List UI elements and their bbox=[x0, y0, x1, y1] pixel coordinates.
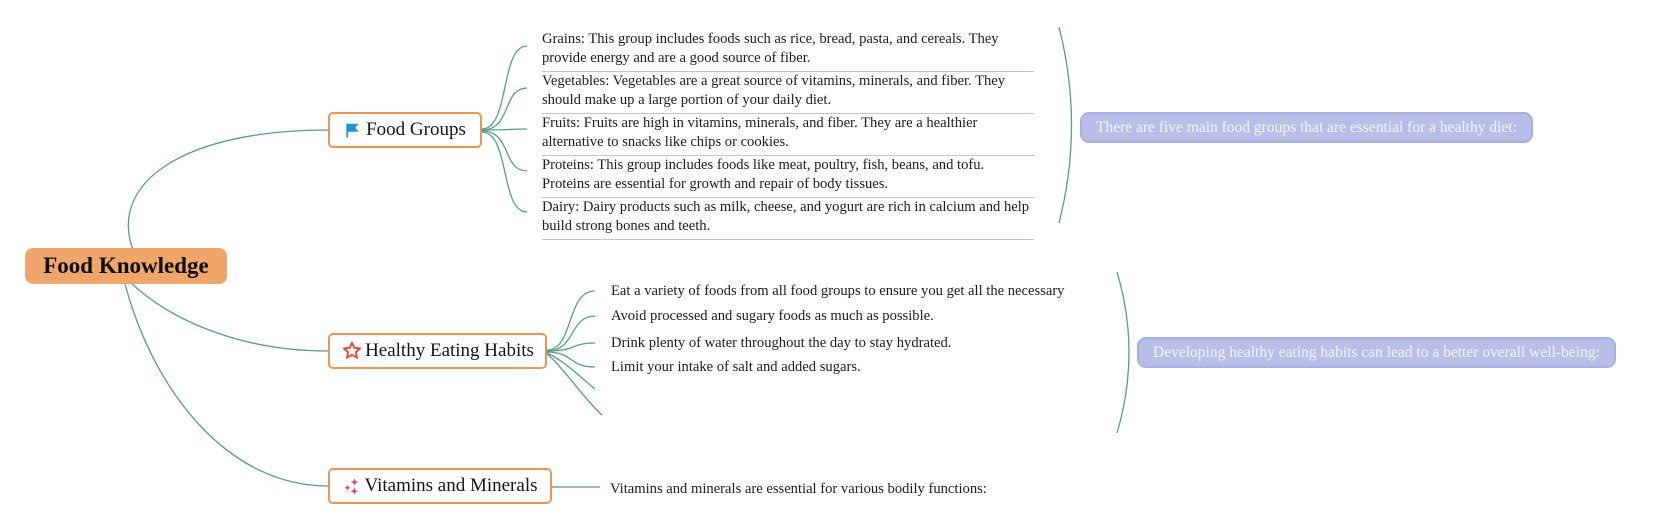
leaf-proteins[interactable]: Proteins: This group includes foods like meat, poultry, fish, beans, and tofu. Proteins are essential for growth and repair of body tissues. bbox=[542, 156, 1034, 198]
edge-healthy-pending-2 bbox=[547, 354, 602, 415]
leaf-limit-salt[interactable]: Limit your intake of salt and added sugars. bbox=[611, 359, 861, 375]
summary-healthy-eating[interactable]: Developing healthy eating habits can lead to a better overall well-being: bbox=[1137, 337, 1616, 368]
branch-node-label: Vitamins and Minerals bbox=[364, 475, 538, 496]
edge-healthy-limit bbox=[547, 352, 595, 367]
edge-healthy-pending-1 bbox=[547, 353, 595, 389]
leaf-dairy[interactable]: Dairy: Dairy products such as milk, cheese, and yogurt are rich in calcium and help build strong bones and teeth. bbox=[542, 198, 1034, 240]
summary-food-groups[interactable]: There are five main food groups that are essential for a healthy diet: bbox=[1080, 112, 1533, 143]
brace-foodgroups-summary bbox=[1059, 27, 1072, 223]
branch-node-label: Healthy Eating Habits bbox=[365, 340, 534, 361]
branch-node-label: Food Groups bbox=[366, 119, 466, 140]
edge-healthy-variety bbox=[547, 291, 595, 350]
root-node-label: Food Knowledge bbox=[43, 253, 209, 278]
leaf-vegetables[interactable]: Vegetables: Vegetables are a great source of vitamins, minerals, and fiber. They should make up a large portion of your daily diet. bbox=[542, 72, 1034, 114]
root-node-food-knowledge[interactable] bbox=[25, 248, 227, 284]
edge-foodgroups-proteins bbox=[482, 131, 527, 171]
edge-healthy-avoid bbox=[547, 316, 595, 351]
edge-root-food-groups bbox=[128, 130, 328, 250]
edge-foodgroups-grains bbox=[482, 46, 527, 129]
leaf-fruits[interactable]: Fruits: Fruits are high in vitamins, minerals, and fiber. They are a healthier alternative to snacks like chips or cookies. bbox=[542, 114, 1034, 156]
leaf-drink-water[interactable]: Drink plenty of water throughout the day to stay hydrated. bbox=[611, 335, 952, 351]
star-icon bbox=[341, 340, 363, 362]
leaf-grains[interactable]: Grains: This group includes foods such as rice, bread, pasta, and cereals. They provide energy and are a good source of fiber. bbox=[542, 30, 1034, 72]
leaf-eat-variety[interactable]: Eat a variety of foods from all food groups to ensure you get all the necessary bbox=[611, 283, 1065, 299]
edge-foodgroups-vegetables bbox=[482, 88, 527, 130]
flag-icon bbox=[344, 122, 361, 139]
branch-node-vitamins-and-minerals[interactable] bbox=[328, 468, 552, 504]
sparkles-icon bbox=[343, 477, 361, 495]
leaf-vitamins-intro[interactable]: Vitamins and minerals are essential for various bodily functions: bbox=[610, 481, 987, 497]
branch-node-food-groups[interactable] bbox=[328, 112, 482, 148]
leaf-avoid-processed[interactable]: Avoid processed and sugary foods as much as possible. bbox=[611, 308, 934, 324]
brace-healthyeating-summary bbox=[1117, 272, 1129, 433]
branch-node-healthy-eating-habits[interactable] bbox=[328, 333, 547, 369]
edge-root-vitamins bbox=[125, 284, 328, 486]
edge-root-healthy-eating bbox=[130, 282, 328, 351]
edge-foodgroups-dairy bbox=[482, 132, 527, 212]
